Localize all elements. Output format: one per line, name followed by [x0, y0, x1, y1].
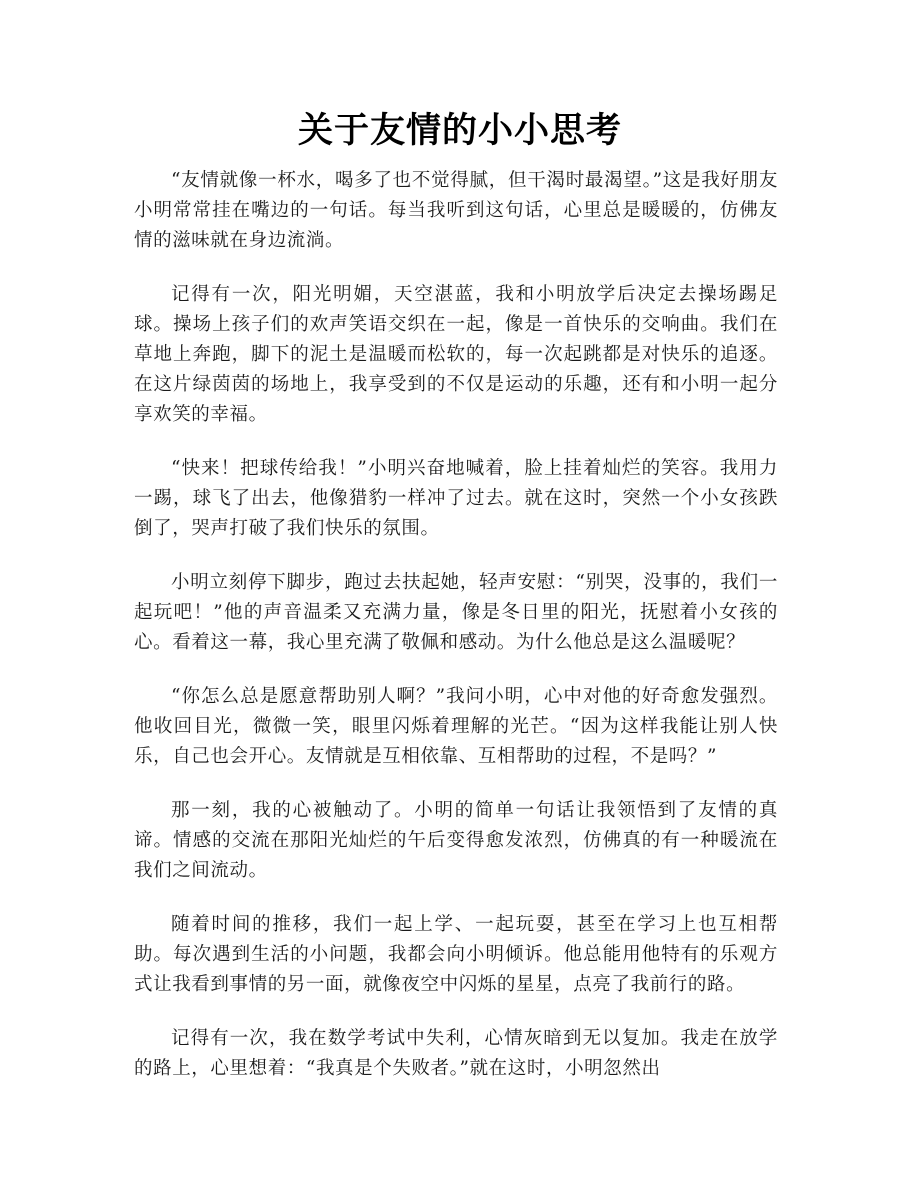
paragraph: “你怎么总是愿意帮助别人啊？”我问小明，心中对他的好奇愈发强烈。他收回目光，微微一笑，眼里闪烁着理解的光芒。“因为这样我能让别人快乐，自己也会开心。友情就是互相依靠、互相帮助的过程，不是吗？” — [134, 686, 778, 767]
paragraph: 小明立刻停下脚步，跑过去扶起她，轻声安慰：“别哭，没事的，我们一起玩吧！”他的声音温柔又充满力量，像是冬日里的阳光，抚慰着小女孩的心。看着这一幕，我心里充满了敬佩和感动。为什么他总是这么温暖呢？ — [134, 572, 778, 653]
paragraph: “友情就像一杯水，喝多了也不觉得腻，但干渴时最渴望。”这是我好朋友小明常常挂在嘴边的一句话。每当我听到这句话，心里总是暖暖的，仿佛友情的滋味就在身边流淌。 — [134, 170, 778, 251]
paragraph: 随着时间的推移，我们一起上学、一起玩耍，甚至在学习上也互相帮助。每次遇到生活的小问题，我都会向小明倾诉。他总能用他特有的乐观方式让我看到事情的另一面，就像夜空中闪烁的星星，点亮了我前行的路。 — [134, 914, 778, 995]
paragraph: 记得有一次，阳光明媚，天空湛蓝，我和小明放学后决定去操场踢足球。操场上孩子们的欢声笑语交织在一起，像是一首快乐的交响曲。我们在草地上奔跑，脚下的泥土是温暖而松软的，每一次起跳都是对快乐的追逐。在这片绿茵茵的场地上，我享受到的不仅是运动的乐趣，还有和小明一起分享欢笑的幸福。 — [134, 284, 778, 425]
document-title: 关于友情的小小思考 — [297, 111, 622, 151]
paragraph: 记得有一次，我在数学考试中失利，心情灰暗到无以复加。我走在放学的路上，心里想着：“我真是个失败者。”就在这时，小明忽然出 — [134, 1028, 778, 1079]
document-body — [134, 166, 778, 1108]
paragraph: “快来！把球传给我！”小明兴奋地喊着，脸上挂着灿烂的笑容。我用力一踢，球飞了出去，他像猎豹一样冲了过去。就在这时，突然一个小女孩跌倒了，哭声打破了我们快乐的氛围。 — [134, 458, 778, 539]
paragraph: 那一刻，我的心被触动了。小明的简单一句话让我领悟到了友情的真谛。情感的交流在那阳光灿烂的午后变得愈发浓烈，仿佛真的有一种暖流在我们之间流动。 — [134, 800, 778, 881]
